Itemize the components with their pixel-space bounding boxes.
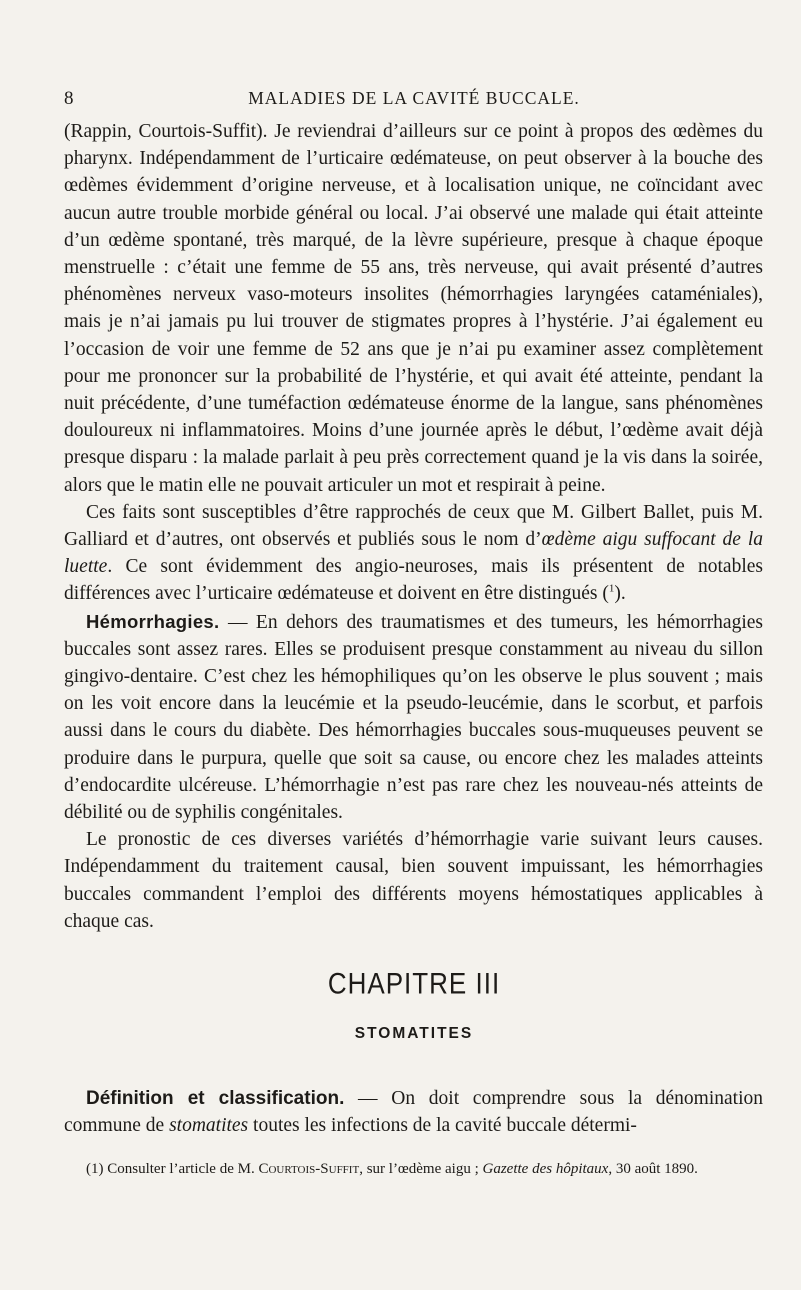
chapter-subtitle: STOMATITES [354,1025,474,1042]
chapter-title: CHAPITRE III [327,965,501,1001]
paragraph-comparison: Ces faits sont susceptibles d’être rapprochés de ceux que M. Gilbert Ballet, puis M. Galliard et d’autres, ont observés et publiés sous le nom d’œdème aigu suffocant de la luette. Ce sont évidemment des angio-neuroses, mais ils présentent de notables différences avec l’urticaire œdémateuse et doivent en être distingués ($^1$). [64,501,763,605]
section-heading-hemorrhagies: Hémorrhagies. [86,610,220,632]
section-heading-definition: Définition et classification. [86,1088,345,1109]
italic-term-stomatites: stomatites [169,1115,249,1137]
page-header [64,88,764,112]
italic-term: œdème aigu suffocant de la luette [64,529,763,578]
footnote-journal: Gazette des hôpitaux [482,1161,609,1177]
running-title: MALADIES DE LA CAVITÉ BUCCALE. [248,88,580,108]
footnote-ref: 1 [608,582,615,595]
paragraph-oedemes: (Rappin, Courtois-Suffit). Je reviendrai d’ailleurs sur ce point à propos des œdèmes du pharynx. Indépendamment de l’urticaire œdémateuse, on peut observer à la bouche des œdèmes évidemment d’origine nerveuse, et à localisation unique, ne coïncidant avec aucun autre trouble morbide général ou local. J’ai observé une malade qui était atteinte d’un œdème spontané, très marqué, de la lèvre supérieure, presque à chaque époque menstruelle : c’était une femme de 55 ans, très nerveuse, qui avait présenté d’autres phénomènes nerveux vaso-moteurs insolites (hémorrhagies laryngées cataméniales), mais je n’ai jamais pu lui trouver de stigmates propres à l’hystérie. J’ai également eu l’occasion de voir une femme de 52 ans que je n’ai pu examiner assez complètement pour me prononcer sur la probabilité de l’hystérie, et qui avait été atteinte, pendant la nuit précédente, d’une tuméfaction œdémateuse énorme de la langue, sans phénomènes douloureux ni inflammatoires. Moins d’une journée après le début, l’œdème avait déjà presque disparu : la malade parlait à peu près correctement quand je la vis dans la soirée, alors que le matin elle ne pouvait articuler un mot et respirait à peine. [64,121,763,496]
paragraph-hemorrhagies: Hémorrhagies. — En dehors des traumatismes et des tumeurs, les hémorrhagies buccales sont assez rares. Elles se produisent presque constamment au niveau du sillon gingivo-dentaire. C’est chez les hémophiliques qu’on les observe le plus souvent ; mais on les voit encore dans la leucémie et la pseudo-leucémie, dans le scorbut, et parfois aussi dans le cours du diabète. Des hémorrhagies buccales sous-muqueuses peuvent se produire dans le purpura, quelle que soit sa cause, ou encore chez les malades atteints d’endocardite ulcéreuse. L’hémorrhagie n’est pas rare chez les nouveau-nés atteints de débilité ou de syphilis congénitales. [64,610,763,824]
body-text [64,118,763,935]
footnote-author: Courtois-Suffit [258,1161,360,1177]
section-definition: Définition et classification. — On doit comprendre sous la dénomination commune de stomatites toutes les infections de la cavité buccale détermi- [64,1088,763,1137]
footnote-marker: (1) [86,1161,104,1177]
page-number: 8 [64,88,74,109]
footnote: (1) Consulter l’article de M. Courtois-Suffit, sur l’œdème aigu ; Gazette des hôpitaux, 30 août 1890. [86,1161,698,1177]
paragraph-pronostic: Le pronostic de ces diverses variétés d’hémorrhagie varie suivant leurs causes. Indépendamment du traitement causal, bien souvent impuissant, les hémorrhagies buccales commandent l’emploi des différents moyens hémostatiques applicables à chaque cas. [64,829,763,932]
